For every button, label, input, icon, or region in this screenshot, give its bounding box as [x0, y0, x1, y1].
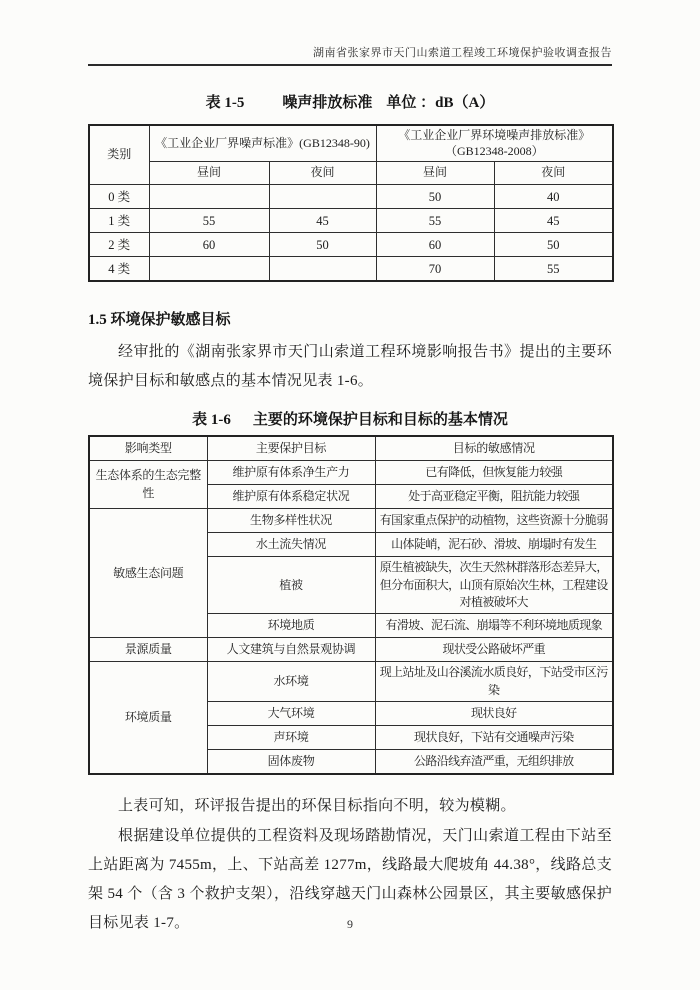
category-cell: 2 类 — [89, 233, 149, 257]
col-header-standard-old: 《工业企业厂界噪声标准》(GB12348-90) — [149, 125, 376, 162]
col-header-status: 目标的敏感情况 — [375, 436, 613, 461]
status-cell: 有国家重点保护的动植物，这些资源十分脆弱 — [375, 509, 613, 533]
status-cell: 现状良好 — [375, 702, 613, 726]
table16-caption-label: 表 1-6 — [192, 412, 231, 429]
table-row — [89, 638, 613, 662]
header-title: 湖南省张家界市天门山索道工程竣工环境保护验收调查报告 — [313, 47, 612, 59]
target-cell: 植被 — [207, 557, 375, 614]
noise-value-cell: 60 — [149, 233, 269, 257]
table-row — [89, 509, 613, 533]
target-cell: 生物多样性状况 — [207, 509, 375, 533]
paragraph-details: 根据建设单位提供的工程资料及现场踏勘情况，天门山索道工程由下站至上站距离为 7455m，上、下站高差 1277m，线路最大爬坡角 44.38°，线路总支架 54 个（含 3 个救护支架），沿线穿越天门山森林公园景区，其主要敏感保护目标见表 1-7。 — [88, 828, 612, 932]
category-cell: 0 类 — [89, 185, 149, 209]
section-heading: 1.5 环境保护敏感目标 — [88, 312, 231, 329]
table15-caption — [88, 91, 612, 112]
noise-value-cell — [269, 257, 376, 282]
noise-value-cell: 50 — [494, 233, 613, 257]
noise-value-cell: 40 — [494, 185, 613, 209]
noise-value-cell: 50 — [376, 185, 494, 209]
col-header-impact-type: 影响类型 — [89, 436, 207, 461]
target-cell: 大气环境 — [207, 702, 375, 726]
col-header-night1: 夜间 — [269, 162, 376, 185]
running-header — [88, 0, 612, 66]
table16-caption-title: 主要的环境保护目标和目标的基本情况 — [252, 412, 508, 429]
status-cell: 有滑坡、泥石流、崩塌等不利环境地质现象 — [375, 614, 613, 638]
impact-type-cell: 环境质量 — [89, 662, 207, 774]
target-cell: 固体废物 — [207, 750, 375, 775]
col-header-day1: 昼间 — [149, 162, 269, 185]
status-cell: 现状良好，下站有交通噪声污染 — [375, 726, 613, 750]
protection-targets-table — [88, 435, 614, 775]
table-row — [89, 461, 613, 485]
status-cell: 原生植被缺失，次生天然林群落形态差异大，但分布面积大，山顶有原始次生林，工程建设对植被破坏大 — [375, 557, 613, 614]
noise-value-cell: 50 — [269, 233, 376, 257]
noise-value-cell — [269, 185, 376, 209]
noise-value-cell: 55 — [494, 257, 613, 282]
noise-value-cell: 60 — [376, 233, 494, 257]
col-header-standard-new — [376, 125, 613, 162]
table-row — [89, 185, 613, 209]
noise-value-cell: 45 — [494, 209, 613, 233]
table15-caption-label: 表 1-5 — [205, 95, 245, 111]
col-header-day2: 昼间 — [376, 162, 494, 185]
page-number: 9 — [347, 917, 353, 931]
status-cell: 现状受公路破坏严重 — [375, 638, 613, 662]
noise-value-cell: 45 — [269, 209, 376, 233]
status-cell: 公路沿线弃渣严重，无组织排放 — [375, 750, 613, 775]
impact-type-cell: 敏感生态问题 — [89, 509, 207, 638]
target-cell: 维护原有体系净生产力 — [207, 461, 375, 485]
category-cell: 1 类 — [89, 209, 149, 233]
paragraph-analysis: 上表可知，环评报告提出的环保目标指向不明，较为模糊。 — [118, 798, 516, 815]
noise-value-cell: 55 — [149, 209, 269, 233]
table15-caption-unit: 单位 ：dB（A） — [386, 95, 495, 111]
status-cell: 已有降低，但恢复能力较强 — [375, 461, 613, 485]
target-cell: 声环境 — [207, 726, 375, 750]
category-cell: 4 类 — [89, 257, 149, 282]
impact-type-cell: 生态体系的生态完整性 — [89, 461, 207, 509]
table-row — [89, 233, 613, 257]
col-header-category: 类别 — [89, 125, 149, 185]
noise-value-cell — [149, 257, 269, 282]
table16-caption — [88, 408, 612, 429]
target-cell: 水环境 — [207, 662, 375, 702]
impact-type-cell: 景源质量 — [89, 638, 207, 662]
noise-value-cell: 70 — [376, 257, 494, 282]
status-cell: 处于高亚稳定平衡，阻抗能力较强 — [375, 485, 613, 509]
table-row — [89, 257, 613, 282]
table15-caption-title: 噪声排放标准 — [282, 95, 373, 111]
col-header-target: 主要保护目标 — [207, 436, 375, 461]
target-cell: 水土流失情况 — [207, 533, 375, 557]
target-cell: 人文建筑与自然景观协调 — [207, 638, 375, 662]
noise-value-cell — [149, 185, 269, 209]
noise-value-cell: 55 — [376, 209, 494, 233]
status-cell: 山体陡峭，泥石砂、滑坡、崩塌时有发生 — [375, 533, 613, 557]
header-rule — [88, 64, 612, 66]
table-row — [89, 662, 613, 702]
standard-new-line2: （GB12348-2008） — [444, 143, 544, 158]
paragraph-intro: 经审批的《湖南张家界市天门山索道工程环境影响报告书》提出的主要环境保护目标和敏感点的基本情况见表 1-6。 — [88, 344, 612, 390]
status-cell: 现上站址及山谷溪流水质良好，下站受市区污染 — [375, 662, 613, 702]
noise-standard-table — [88, 124, 614, 282]
target-cell: 维护原有体系稳定状况 — [207, 485, 375, 509]
table-row — [89, 209, 613, 233]
col-header-night2: 夜间 — [494, 162, 613, 185]
target-cell: 环境地质 — [207, 614, 375, 638]
standard-new-line1: 《工业企业厂界环境噪声排放标准》 — [398, 128, 591, 142]
